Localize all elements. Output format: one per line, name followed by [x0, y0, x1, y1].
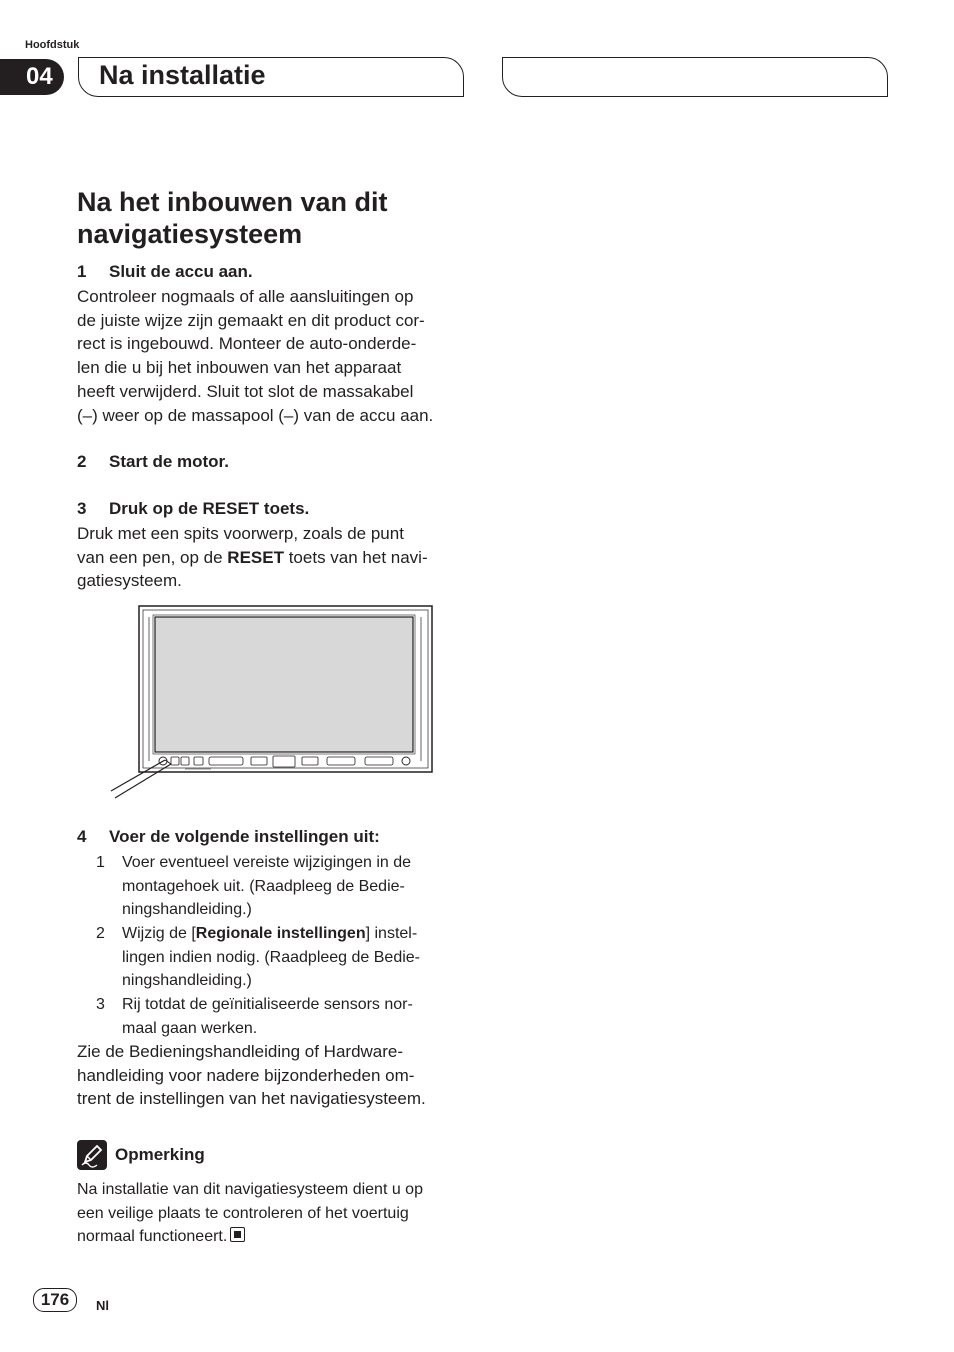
sub-item-text: ] instel-: [365, 925, 418, 942]
page-number: 176: [33, 1288, 77, 1312]
chapter-title: Na installatie: [99, 60, 266, 90]
sub-item-line: ningshandleiding.): [122, 901, 252, 918]
step-2-number: 2: [77, 452, 87, 471]
step-4-number: 4: [77, 827, 87, 846]
chapter-title-box-right: [502, 57, 888, 97]
step-3-number: 3: [77, 499, 87, 518]
step-1-line: rect is ingebouwd. Monteer de auto-onderde-: [77, 334, 417, 354]
step-1-line: len die u bij het inbouwen van het apparaat: [77, 358, 402, 378]
pen-upper-edge: [111, 760, 165, 791]
step-3-line: gatiesysteem.: [77, 571, 182, 591]
sub-item-text: Wijzig de [: [122, 925, 196, 942]
language-code: Nl: [96, 1298, 109, 1313]
sub-item-line: Voer eventueel vereiste wijzigingen in de: [122, 854, 412, 871]
step-4-line: Zie de Bedieningshandleiding of Hardware-: [77, 1042, 404, 1061]
step-1-number: 1: [77, 262, 87, 281]
step-1-line: Controleer nogmaals of alle aansluitingen op: [77, 287, 414, 306]
step-4-line: trent de instellingen van het navigatiesysteem.: [77, 1089, 426, 1109]
section-title-line1: Na het inbouwen van dit: [77, 187, 388, 217]
step-1-heading: [77, 262, 253, 282]
note-pencil-icon: [77, 1140, 107, 1170]
chapter-label: Hoofdstuk: [25, 39, 80, 51]
step-3-heading: [77, 499, 309, 519]
step-2-heading: [77, 452, 229, 472]
chapter-title-box: [78, 57, 464, 97]
chapter-number: 04: [26, 63, 53, 90]
unit-screen: [155, 617, 413, 752]
sub-item-line: Rij totdat de geïnitialiseerde sensors nor-: [122, 996, 413, 1013]
step-3-line: [77, 546, 477, 570]
regional-settings-keyword: Regionale instellingen: [195, 925, 366, 942]
step-1-body: [77, 285, 477, 427]
step-3-heading-text: Druk op de RESET toets.: [109, 499, 310, 518]
step-3-line: Druk met een spits voorwerp, zoals de punt: [77, 524, 404, 543]
step-4-heading-text: Voer de volgende instellingen uit:: [109, 827, 380, 846]
step-2-heading-text: Start de motor.: [109, 452, 229, 471]
note-label: Opmerking: [115, 1145, 205, 1164]
note-body: [77, 1178, 477, 1249]
sub-item-line: ningshandleiding.): [122, 972, 252, 989]
step-1-line: heeft verwijderd. Sluit tot slot de massakabel: [77, 381, 414, 401]
step-1-line: (–) weer op de massapool (–) van de accu aan.: [77, 405, 434, 425]
note-text: normaal functioneert.: [77, 1228, 228, 1245]
step-3-text: toets van het navi-: [283, 547, 428, 567]
end-mark-icon: [230, 1227, 245, 1242]
chapter-badge: [0, 59, 64, 95]
sub-item-line: [122, 922, 417, 946]
step-4-heading: [77, 827, 380, 847]
note-line: [77, 1225, 477, 1249]
sub-item-line: maal gaan werken.: [122, 1020, 258, 1037]
step-4-body: [77, 1040, 477, 1111]
reset-keyword: RESET: [227, 547, 284, 567]
step-1-heading-text: Sluit de accu aan.: [109, 262, 253, 281]
sub-item-number: 3: [96, 996, 105, 1013]
step-3-text: van een pen, op de: [77, 547, 228, 567]
note-line: Na installatie van dit navigatiesysteem dient u op: [77, 1181, 423, 1198]
section-title-line2: navigatiesysteem: [77, 219, 303, 249]
sub-item-line: lingen indien nodig. (Raadpleeg de Bedie-: [122, 949, 420, 966]
sub-item-number: 2: [96, 925, 105, 942]
step-3-body: [77, 522, 477, 593]
note-line: een veilige plaats te controleren of het voertuig: [77, 1204, 409, 1222]
section-title: [77, 186, 477, 250]
sub-item-line: montagehoek uit. (Raadpleeg de Bedie-: [122, 878, 405, 895]
step-1-line: de juiste wijze zijn gemaakt en dit product cor-: [77, 310, 425, 330]
sub-item-number: 1: [96, 854, 105, 871]
navigation-unit-illustration: [105, 603, 440, 801]
step-4-line: handleiding voor nadere bijzonderheden om-: [77, 1065, 415, 1085]
